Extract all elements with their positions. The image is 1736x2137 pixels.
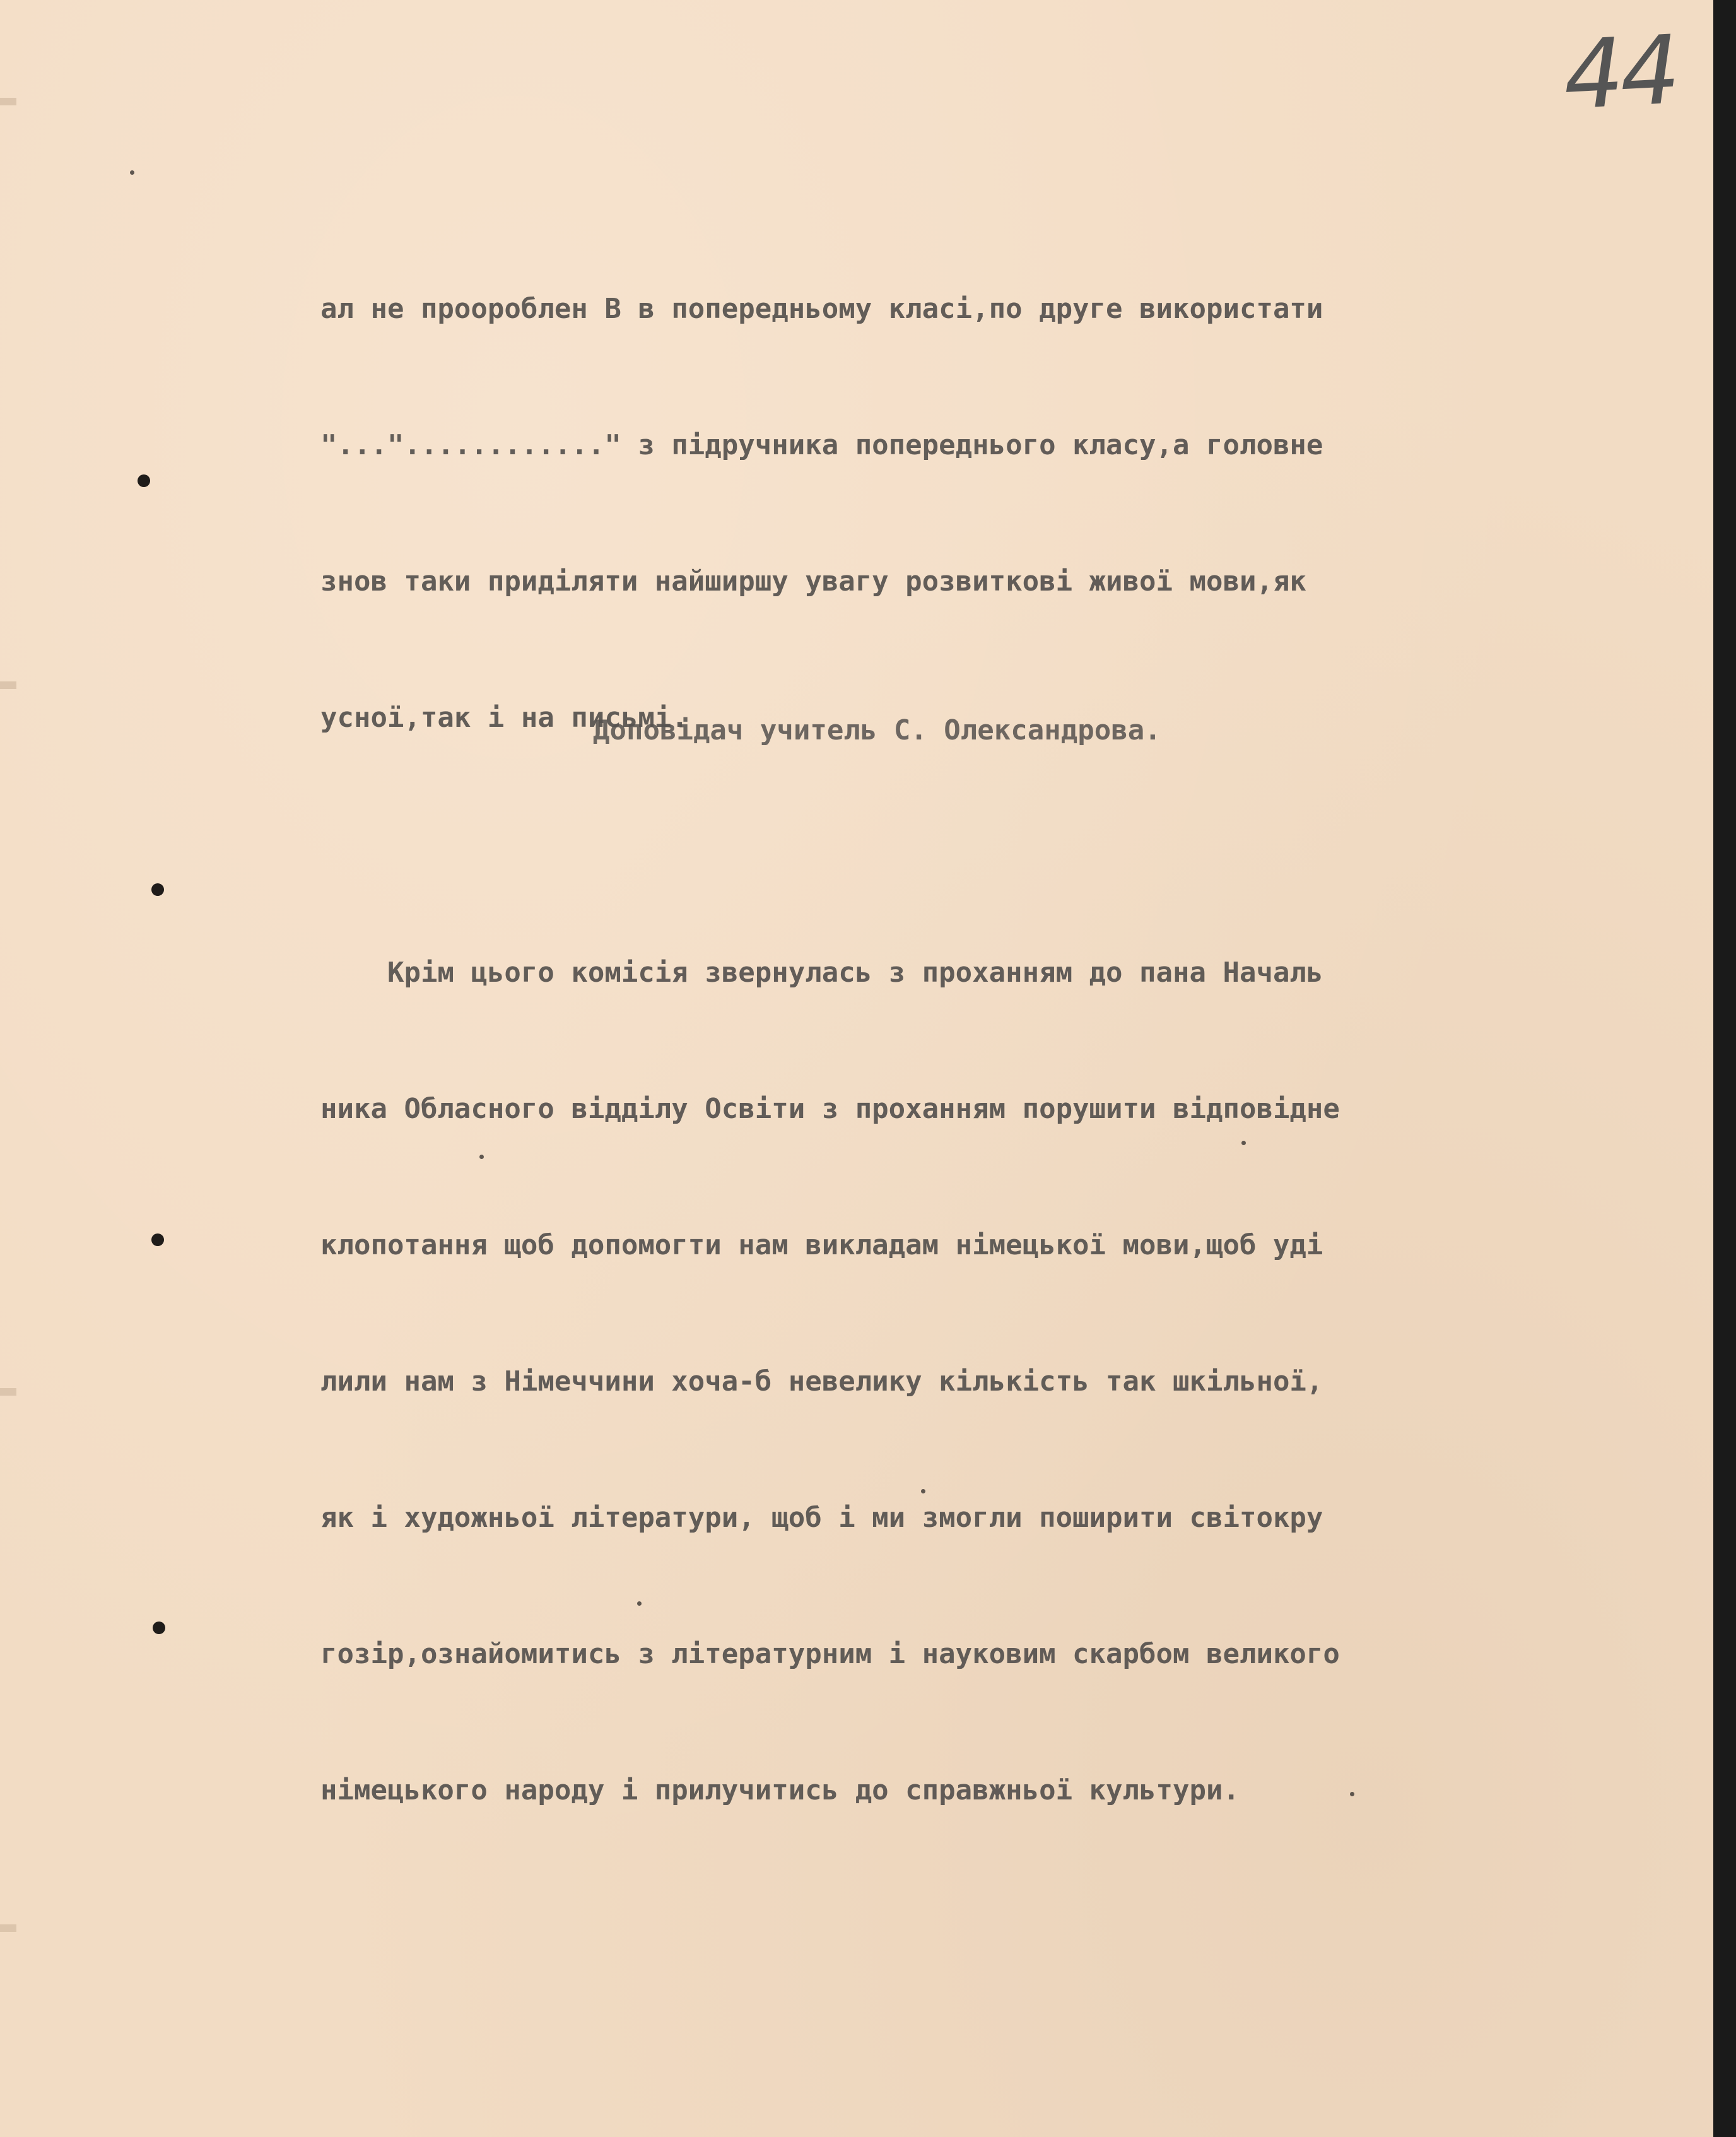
text-line: як і художньої літератури, щоб і ми змогли поширити світокру [320, 1502, 1323, 1534]
paper-speck [130, 170, 134, 175]
paper-speck [1350, 1792, 1354, 1796]
paper-speck [921, 1489, 925, 1493]
edge-mark [0, 681, 16, 689]
paper-speck [479, 1155, 484, 1159]
text-line: клопотання щоб допомогти нам викладам німецької мови,щоб уді [320, 1229, 1323, 1261]
punch-hole [151, 1233, 164, 1246]
text-line: Крім цього комісія звернулась з проханням до пана Началь [320, 957, 1323, 989]
text-line: німецького народу і прилучитись до справжньої культури. [320, 1774, 1240, 1806]
text-line: лили нам з Німеччини хоча-б невелику кількість так шкільної, [320, 1365, 1323, 1398]
paper-speck [637, 1601, 642, 1606]
edge-mark [0, 1388, 16, 1396]
body-text [320, 196, 1601, 1904]
text-line: "..."............" з підручника попереднього класу,а головне [320, 429, 1323, 461]
text-line: ника Обласного відділу Освіти з проханням порушити відповідне [320, 1093, 1340, 1125]
punch-hole [153, 1622, 165, 1634]
paper-speck [1241, 1141, 1246, 1145]
edge-mark [0, 1924, 16, 1932]
text-line: знов таки приділяти найширшу увагу розвиткові живої мови,як [320, 565, 1306, 598]
text-line: усної,так і на письмі. [320, 702, 688, 734]
paragraph-2 [320, 859, 1601, 1904]
signature-line: Доповідач учитель С. Олександрова. [593, 714, 1161, 746]
punch-hole [138, 474, 150, 487]
folio-number: 44 [1561, 15, 1680, 131]
text-line: гозір,ознайомитись з літературним і науковим скарбом великого [320, 1638, 1340, 1670]
punch-hole [151, 883, 164, 896]
text-line: ал не проороблен В в попередньому класі,по друге використати [320, 293, 1323, 325]
edge-mark [0, 98, 16, 105]
